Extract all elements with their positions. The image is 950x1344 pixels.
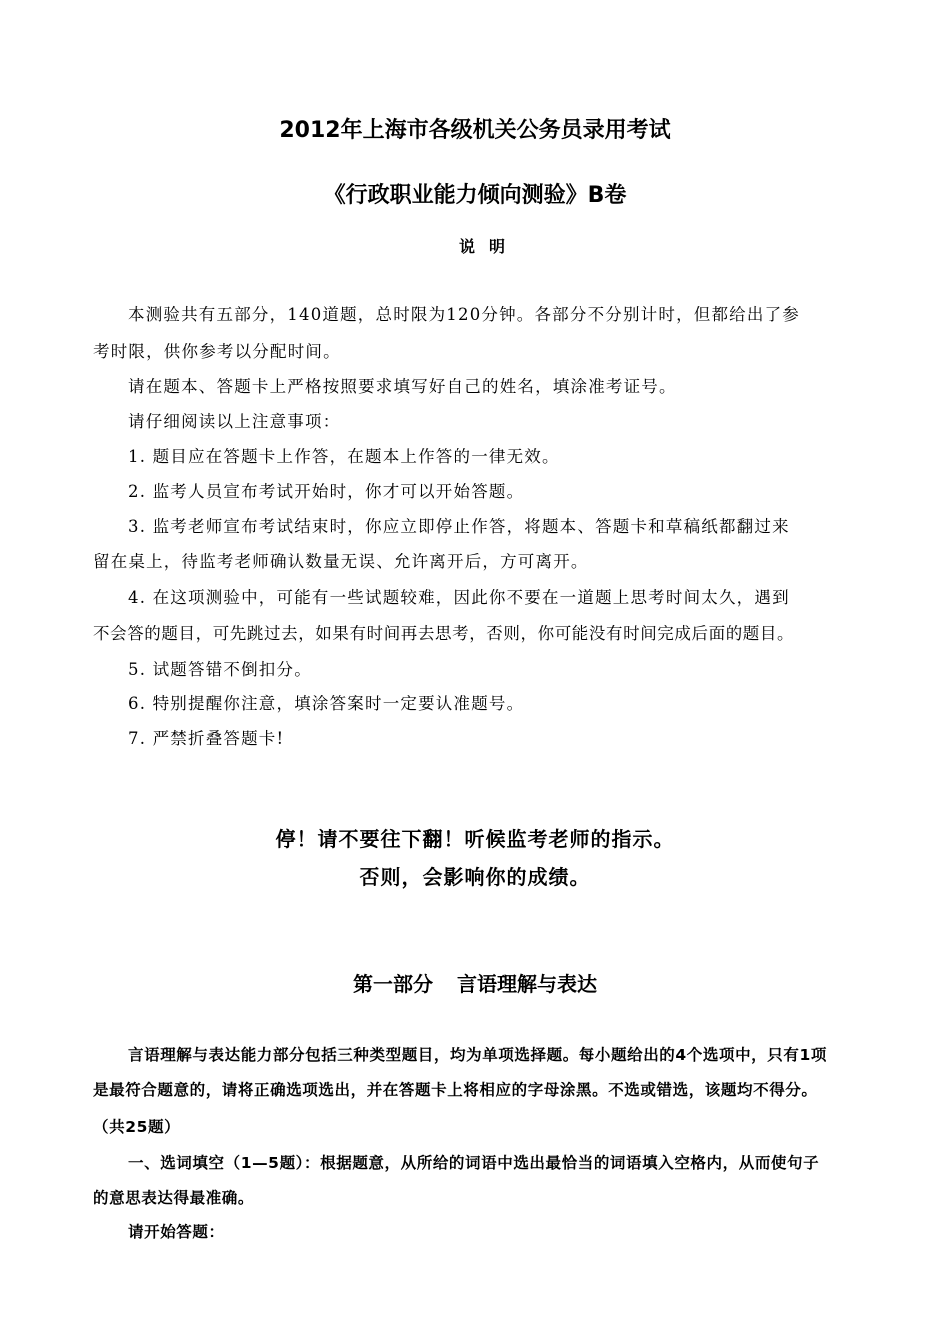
list-item: 7. 严禁折叠答题卡! [128,729,285,748]
list-item: 5. 试题答错不倒扣分。 [128,660,312,679]
part-desc-line-2: 是最符合题意的，请将正确选项选出，并在答题卡上将相应的字母涂黑。不选或错选，该题均不得分。 [93,1081,818,1099]
warning-line-2: 否则，会影响你的成绩。 [359,865,591,889]
section-label: 说明 [458,237,519,256]
list-item: 1. 题目应在答题卡上作答，在题本上作答的一律无效。 [128,447,560,466]
page-title: 2012年上海市各级机关公务员录用考试 [279,118,671,143]
fill-in-line: 请在题本、答题卡上严格按照要求填写好自己的姓名，填涂准考证号。 [128,377,677,396]
start-prompt: 请开始答题： [128,1223,225,1241]
part-label: 第一部分 [353,972,433,996]
page-subtitle: 《行政职业能力倾向测验》B卷 [323,183,627,208]
section-instruction-line-1: 一、选词填空（1—5题）：根据题意，从所给的词语中选出最恰当的词语填入空格内，从而使句子 [128,1154,820,1172]
list-item: 不会答的题目，可先跳过去，如果有时间再去思考，否则，你可能没有时间完成后面的题目。 [93,624,795,643]
part-desc-line-3: （共25题） [93,1118,181,1136]
list-item: 4. 在这项测验中，可能有一些试题较难，因此你不要在一道题上思考时间太久，遇到 [128,588,790,607]
warning-line-1: 停！请不要往下翻！听候监考老师的指示。 [275,827,675,851]
read-carefully-line: 请仔细阅读以上注意事项： [128,412,341,431]
part-desc-line-1: 言语理解与表达能力部分包括三种类型题目，均为单项选择题。每小题给出的4个选项中，只有1项 [128,1046,827,1064]
list-item: 留在桌上，待监考老师确认数量无误、允许离开后，方可离开。 [93,552,589,571]
list-item: 2. 监考人员宣布考试开始时，你才可以开始答题。 [128,482,525,501]
part-name: 言语理解与表达 [457,972,597,996]
intro-line-1: 本测验共有五部分，140道题，总时限为120分钟。各部分不分别计时，但都给出了参 [128,305,800,324]
part-heading [0,968,950,997]
list-item: 3. 监考老师宣布考试结束时，你应立即停止作答，将题本、答题卡和草稿纸都翻过来 [128,517,790,536]
intro-line-2: 考时限，供你参考以分配时间。 [93,342,341,361]
section-instruction-line-2: 的意思表达得最准确。 [93,1189,255,1207]
list-item: 6. 特别提醒你注意，填涂答案时一定要认准题号。 [128,694,525,713]
